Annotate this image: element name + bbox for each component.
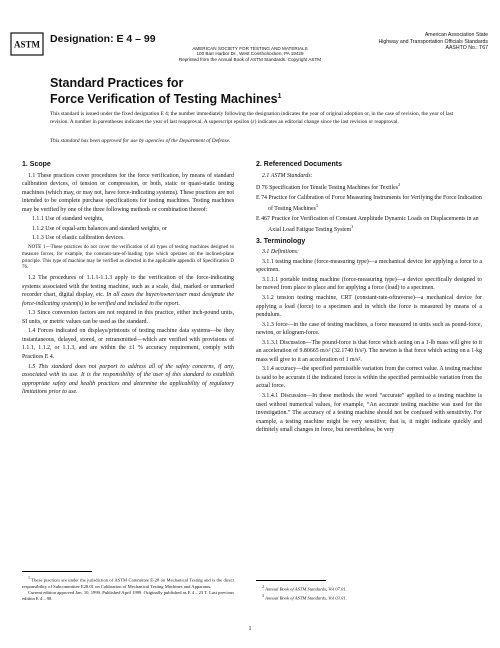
footnote-mark: 3 bbox=[262, 592, 264, 598]
title-text: Force Verification of Testing Machines bbox=[50, 92, 278, 107]
section-heading-scope: 1. Scope bbox=[22, 161, 51, 168]
aashto-line: AASHTO No.: T67 bbox=[445, 45, 488, 52]
footnote-mark: 1 bbox=[28, 575, 30, 580]
paragraph-1-2-italic: In all cases the buyer/owner/user must designate the force-indicating system(s) to be verified and included in the report. bbox=[22, 292, 234, 307]
reference-d76 bbox=[256, 181, 482, 193]
note-1: NOTE 1—These practices do not cover the verification of all types of testing machines designed to measure forces, for example, the constant-rate-of-loading type which operates on the inclined-plane principle. This type of machine may be verified as directed in the applicable appendix of Specification D 76. bbox=[22, 244, 234, 271]
footnote-1-text: These practices are under the jurisdiction of ASTM Committee E-28 on Mechanical Testing and is the direct responsibility of Subcommittee E28.01 on Calibration of Mechanical Testing Machines and Apparatus. bbox=[22, 577, 234, 589]
paragraph-1-2 bbox=[22, 274, 234, 308]
left-column bbox=[22, 158, 234, 398]
designation-notice: This standard is issued under the fixed designation E 4; the number immediately following the designation indicates the year of original adoption or, in the case of revision, the year of last revision. A number in parentheses indicates the year of last reapproval. A superscript epsilon (ε) indicates an editorial change since the last revision or reapproval. bbox=[50, 111, 454, 125]
section-heading-referenced-documents: 2. Referenced Documents bbox=[256, 161, 342, 168]
footnote-rule bbox=[22, 571, 92, 572]
paragraph-3-1-4: 3.1.4 accuracy—the specified permissible variation from the correct value. A testing machine is said to be accurate if the indicated force is within the specified permissible variation from the actual force. bbox=[256, 366, 482, 390]
astm-address-line: Reprinted from the Annual Book of ASTM Standards. Copyright ASTM bbox=[178, 56, 322, 62]
footnote-mark: 2 bbox=[262, 584, 264, 589]
astm-standards-label: 2.1 ASTM Standards: bbox=[262, 172, 313, 179]
astm-address-line: 100 Barr Harbor Dr., West Conshohocken, PA 19428 bbox=[196, 51, 304, 57]
right-column bbox=[256, 158, 482, 436]
footnote-2 bbox=[256, 584, 482, 593]
paragraph-3-1-3: 3.1.3 force—in the case of testing machines, a force measured in units such as pound-force, newton, or kilogram-force. bbox=[256, 321, 482, 337]
footnote-3 bbox=[256, 593, 482, 602]
paragraph-1-2-text: 1.2 The procedures of 1.1.1-1.1.3 apply to the verification of the force-indicating systems associated with the testing machine, such as a scale, dial, marked or unmarked recorder chart, digital display, etc. bbox=[22, 275, 234, 299]
document-title bbox=[50, 76, 282, 106]
footnote-1-edition: Current edition approved Jan. 10, 1999. Published April 1999. Originally published as E 4 – 23 T. Last previous edition E 4 – 98. bbox=[22, 589, 234, 601]
paragraph-1-1-3: 1.1.3 Use of elastic calibration devices. bbox=[32, 235, 125, 242]
paragraph-3-1-4-1: 3.1.4.1 Discussion—In these methods the word “accurate” applied to a testing machine is used without numerical values, for example, “An accurate testing machine was used for the investigation.” The accuracy of a testing machine should not be confused with sensitivity. For example, a testing machine might be very sensitive; that is, it might indicate quickly and definitely small changes in force, but nevertheless, be very bbox=[256, 393, 482, 434]
left-footnotes bbox=[22, 567, 234, 602]
paragraph-3-1-3-1: 3.1.3.1 Discussion—The pound-force is that force which acting on a 1-lb mass will give to it an acceleration of 9.80665 m/s² (32.1740 ft/s²). The newton is that force which acting on a 1-kg mass will give to it an acceleration of 1 m/s². bbox=[256, 339, 482, 363]
footnote-mark: 2 bbox=[398, 182, 401, 188]
reference-e74 bbox=[256, 194, 482, 214]
astm-address-line: AMERICAN SOCIETY FOR TESTING AND MATERIALS bbox=[192, 46, 308, 51]
reference-e467-text: E 467 Practice for Verification of Constant Amplitude Dynamic Loads on Displacements in an Axial Load Fatigue Testing System bbox=[256, 215, 479, 234]
paragraph-1-1-2: 1.1.2 Use of equal-arm balances and standard weights, or bbox=[32, 225, 167, 232]
aashto-line: Highway and Transportation Officials Standards bbox=[378, 38, 488, 45]
footnote-3-text: Annual Book of ASTM Standards, Vol 03.01. bbox=[265, 595, 347, 601]
paragraph-3-1 bbox=[256, 248, 482, 257]
right-footnotes bbox=[256, 576, 482, 601]
paragraph-1-5 bbox=[22, 363, 234, 397]
astm-logo-text: ASTM bbox=[13, 39, 41, 50]
definitions-label: 3.1 Definitions: bbox=[262, 249, 299, 256]
dod-approval: This standard has been approved for use by agencies of the Department of Defense. bbox=[50, 138, 231, 144]
paragraph-1-4: 1.4 Forces indicated on displays/printouts of testing machine data systems—be they instantaneous, delayed, stored, or retransmitted—which are verified with provisions of 1.1.1, 1.1.2, or 1.1.3, and are within the ±1 % accuracy requirement, comply with Practices E 4. bbox=[22, 328, 234, 361]
footnote-mark: 3 bbox=[315, 203, 318, 209]
page-number: 1 bbox=[248, 626, 252, 632]
footnote-1 bbox=[22, 575, 234, 590]
title-footnote-mark: 1 bbox=[277, 93, 282, 100]
reference-e467 bbox=[256, 215, 482, 235]
title-line-1: Standard Practices for bbox=[50, 76, 184, 90]
paragraph-1-1: 1.1 These practices cover procedures for the force verification, by means of standard calibration devices, of tension or compression, or both, static or quasi-static testing machines (which may, or may not, have force-indicating systems). These practices are not intended to be complete purchase specifications for testing machines. Testing machines may be verified by one of the three following methods or combination thereof: bbox=[22, 172, 234, 213]
title-line-2 bbox=[50, 90, 282, 106]
paragraph-3-1-1-1: 3.1.1.1 portable testing machine (force-measuring type)—a device specifically designed to be moved from place to place and for applying a force (load) to a specimen. bbox=[256, 276, 482, 292]
astm-logo bbox=[10, 32, 44, 56]
paragraph-1-3: 1.3 Since conversion factors are not required in this practice, either inch-pound units, SI units, or metric values can be used as the standard. bbox=[22, 310, 234, 325]
section-heading-terminology: 3. Terminology bbox=[256, 237, 306, 245]
reference-d76-text: D 76 Specification for Tensile Testing Machines for Textiles bbox=[256, 185, 399, 192]
footnote-rule bbox=[256, 580, 326, 581]
footnote-mark: 3 bbox=[351, 224, 354, 230]
paragraph-3-1-1: 3.1.1 testing machine (force-measuring type)—a mechanical device for applying a force to a specimen. bbox=[256, 258, 482, 274]
safety-statement: 1.5 This standard does not purport to address all of the safety concerns, if any, associated with its use. It is the responsibility of the user of this standard to establish appropriate safety and health practices and determine the applicability of regulatory limitations prior to use. bbox=[22, 363, 234, 396]
footnote-2-text: Annual Book of ASTM Standards, Vol 07.01. bbox=[265, 586, 347, 592]
paragraph-2-1 bbox=[256, 172, 482, 181]
astm-address-block bbox=[150, 46, 350, 62]
designation: Designation: E 4 – 99 bbox=[50, 33, 156, 45]
aashto-line: American Association State bbox=[424, 32, 488, 38]
reference-e74-text: E 74 Practice for Calibration of Force Measuring Instruments for Verifying the Force Indication of Testing Machines bbox=[256, 194, 482, 213]
paragraph-1-1-1: 1.1.1 Use of standard weights, bbox=[32, 216, 104, 223]
paragraph-3-1-2: 3.1.2 tension testing machine, CRT (constant-rate-oftraverse)—a mechanical device for applying a load (force) to a specimen and in which the force is measured by means of a pendulum. bbox=[256, 295, 482, 319]
